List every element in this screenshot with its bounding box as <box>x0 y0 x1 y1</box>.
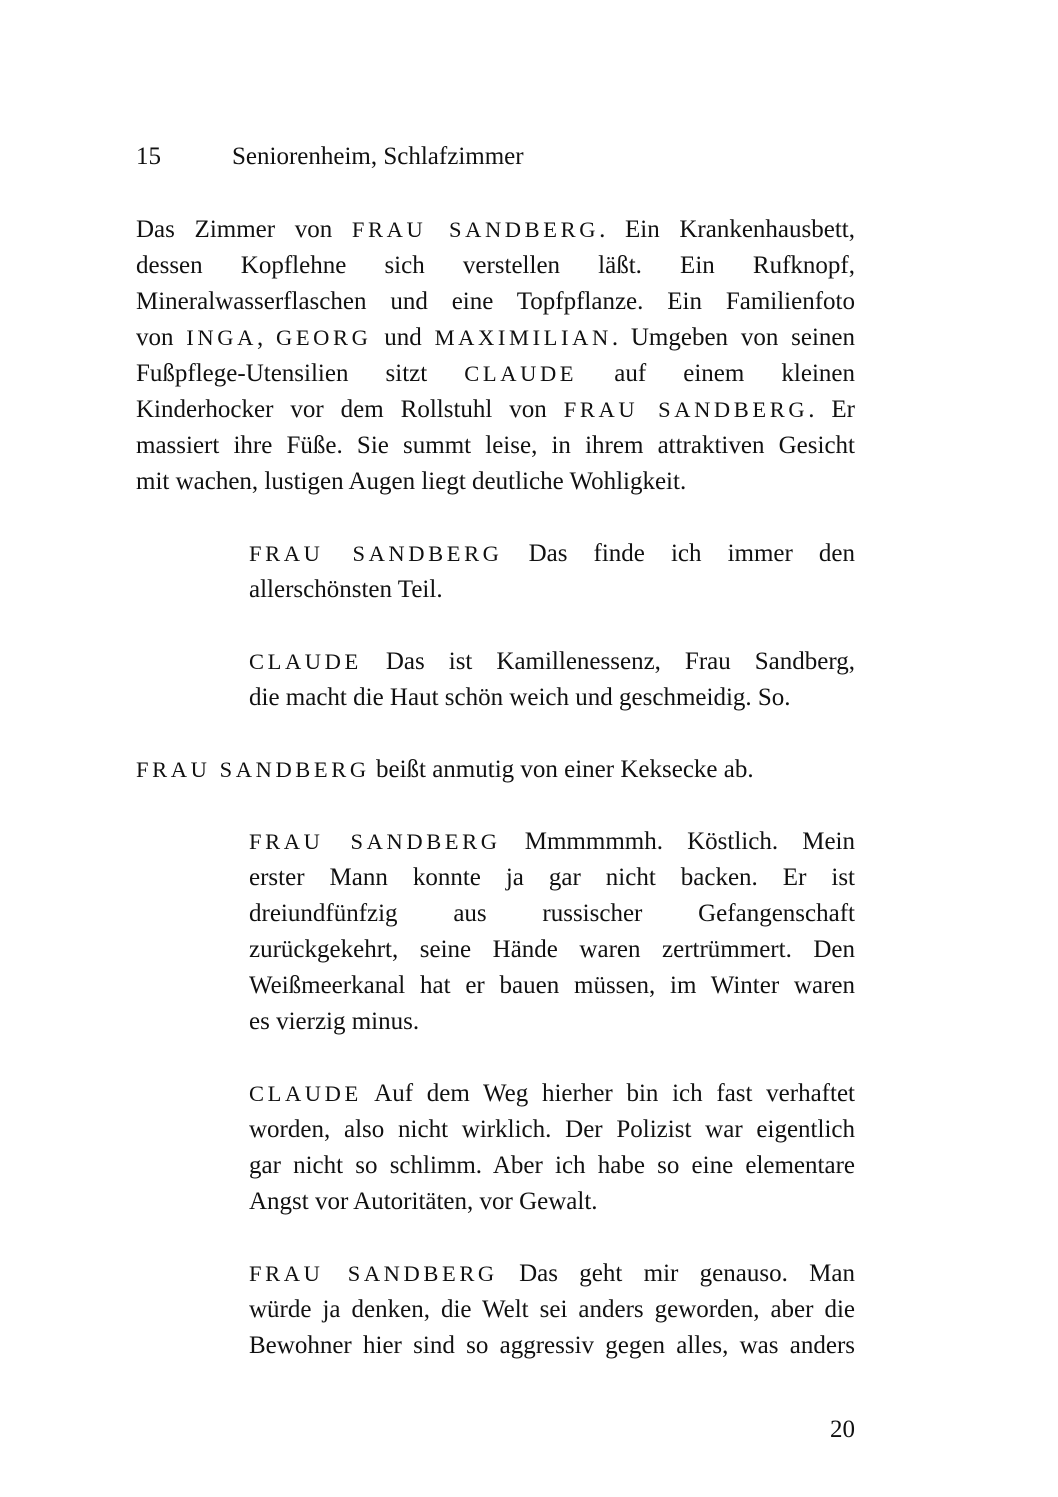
text-line <box>136 392 855 428</box>
text-line <box>136 356 855 392</box>
text-line <box>136 464 855 500</box>
page-number: 20 <box>830 1416 855 1443</box>
text-line <box>249 572 855 608</box>
text-segment: dessen Kopflehne sich verstellen läßt. Ein Rufknopf, <box>136 252 855 279</box>
text-segment: Mmmmmmh. Köstlich. Mein <box>500 828 855 855</box>
character-name: GEORG <box>275 325 372 350</box>
text-segment: zurückgekehrt, seine Hände waren zertrümmert. Den <box>249 936 855 963</box>
scene-number: 15 <box>136 143 161 170</box>
text-line <box>249 1004 855 1040</box>
action-paragraph <box>136 212 855 500</box>
text-segment: Das Zimmer von <box>136 216 352 243</box>
text-segment: erster Mann konnte ja gar nicht backen. Er ist <box>249 864 855 891</box>
text-line <box>249 824 855 860</box>
character-name: FRAU SANDBERG <box>563 397 809 422</box>
text-segment: allerschönsten Teil. <box>249 576 443 603</box>
text-line <box>249 896 855 932</box>
script-body <box>136 212 855 1400</box>
text-segment: Das finde ich immer den <box>502 540 855 567</box>
text-line <box>249 968 855 1004</box>
character-name: FRAU SANDBERG <box>249 1261 498 1286</box>
text-segment: worden, also nicht wirklich. Der Polizist war eigentlich <box>249 1116 855 1143</box>
character-name: INGA <box>186 325 257 350</box>
character-name: FRAU SANDBERG <box>136 757 370 782</box>
text-line <box>136 320 855 356</box>
text-line <box>136 212 855 248</box>
text-line <box>249 1292 855 1328</box>
dialogue-block <box>249 536 855 608</box>
text-segment: mit wachen, lustigen Augen liegt deutliche Wohligkeit. <box>136 468 687 495</box>
scene-title: Seniorenheim, Schlafzimmer <box>232 143 524 170</box>
text-segment: Auf dem Weg hierher bin ich fast verhaftet <box>361 1080 855 1107</box>
text-segment: , <box>256 324 276 351</box>
text-segment: auf einem kleinen <box>577 360 855 387</box>
dialogue-block <box>249 1256 855 1364</box>
text-line <box>249 1112 855 1148</box>
text-segment: . Er <box>808 396 855 423</box>
text-segment: und <box>371 324 435 351</box>
dialogue-block <box>249 824 855 1040</box>
text-segment: Kinderhocker vor dem Rollstuhl von <box>136 396 564 423</box>
character-name: CLAUDE <box>249 1081 362 1106</box>
text-segment: beißt anmutig von einer Keksecke ab. <box>369 756 754 783</box>
text-line <box>249 1328 855 1364</box>
text-segment: Angst vor Autoritäten, vor Gewalt. <box>249 1188 598 1215</box>
character-name: FRAU SANDBERG <box>351 217 600 242</box>
text-line <box>249 1148 855 1184</box>
text-segment: Weißmeerkanal hat er bauen müssen, im Winter waren <box>249 972 855 999</box>
character-name: MAXIMILIAN <box>434 325 612 350</box>
text-segment: gar nicht so schlimm. Aber ich habe so eine elementare <box>249 1152 855 1179</box>
text-segment: dreiundfünfzig aus russischer Gefangenschaft <box>249 900 855 927</box>
text-segment: Bewohner hier sind so aggressiv gegen alles, was anders <box>249 1332 855 1359</box>
text-line <box>136 284 855 320</box>
text-segment: Das ist Kamillenessenz, Frau Sandberg, <box>361 648 855 675</box>
text-line <box>249 860 855 896</box>
text-segment: die macht die Haut schön weich und geschmeidig. So. <box>249 684 791 711</box>
text-segment: Das geht mir genauso. Man <box>497 1260 855 1287</box>
action-paragraph <box>136 752 855 788</box>
text-line <box>249 932 855 968</box>
text-line <box>136 752 855 788</box>
text-line <box>136 428 855 464</box>
text-line <box>136 248 855 284</box>
text-segment: würde ja denken, die Welt sei anders geworden, aber die <box>249 1296 855 1323</box>
text-segment: es vierzig minus. <box>249 1008 420 1035</box>
dialogue-block <box>249 1076 855 1220</box>
text-line <box>249 1256 855 1292</box>
text-segment: Mineralwasserflaschen und eine Topfpflanze. Ein Familienfoto <box>136 288 855 315</box>
text-segment: . Ein Krankenhausbett, <box>599 216 855 243</box>
text-segment: massiert ihre Füße. Sie summt leise, in ihrem attraktiven Gesicht <box>136 432 855 459</box>
text-line <box>249 1184 855 1220</box>
character-name: CLAUDE <box>464 361 578 386</box>
character-name: FRAU SANDBERG <box>249 541 503 566</box>
dialogue-block <box>249 644 855 716</box>
text-segment: Fußpflege-Utensilien sitzt <box>136 360 465 387</box>
text-line <box>249 680 855 716</box>
text-segment: . Umgeben von seinen <box>611 324 856 351</box>
character-name: FRAU SANDBERG <box>249 829 501 854</box>
text-line <box>249 536 855 572</box>
text-segment: von <box>136 324 187 351</box>
character-name: CLAUDE <box>249 649 362 674</box>
text-line <box>249 644 855 680</box>
text-line <box>249 1076 855 1112</box>
